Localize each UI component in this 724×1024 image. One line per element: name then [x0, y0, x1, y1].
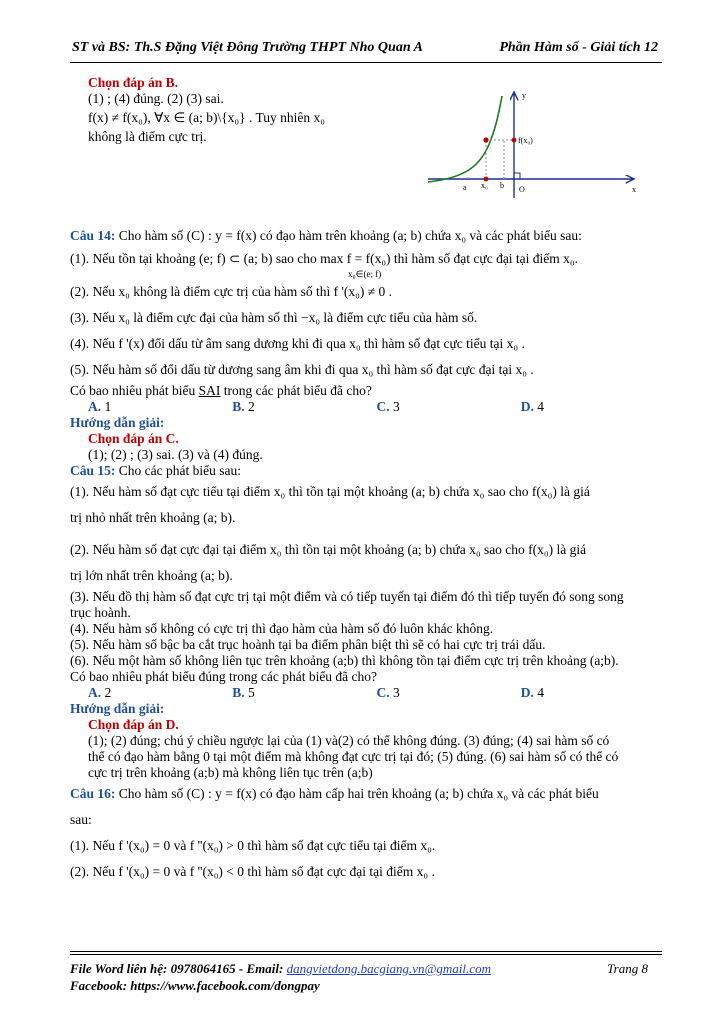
- cubic-graph: [418, 82, 654, 200]
- q16-s1: (1). Nếu f '(x₀) = 0 và f ''(x₀) > 0 thì hàm số đạt cực tiểu tại điểm x₀.: [70, 838, 436, 853]
- q15-s1b: trị nhỏ nhất trên khoảng (a; b).: [70, 510, 236, 525]
- q14-stem-line: [70, 223, 665, 249]
- header-left: ST và BS: Th.S Đặng Việt Đông Trường THPT Nho Quan A: [72, 40, 423, 55]
- q15-option-a[interactable]: A. 2: [88, 685, 112, 700]
- label-o: O: [519, 185, 525, 194]
- q14-guide: Hướng dẫn giải:: [70, 415, 165, 430]
- point-fx0: [512, 138, 517, 143]
- q14-label: Câu 14:: [70, 228, 116, 243]
- q14-option-b[interactable]: B. 2: [232, 399, 255, 414]
- label-b: b: [500, 181, 504, 190]
- q15-option-c[interactable]: C. 3: [376, 685, 400, 700]
- q16-stem-line: [70, 781, 665, 807]
- label-y: y: [522, 91, 526, 100]
- q14-stem: Cho hàm số (C) : y = f(x) có đạo hàm trên khoảng (a; b) chứa x₀ và các phát biểu sau:: [115, 228, 582, 243]
- footer-rule-1: [70, 951, 662, 952]
- q15-s6: (6). Nếu một hàm số không liên tục trên khoảng (a;b) thì không tồn tại điểm cực trị trên khoảng (a;b).: [70, 653, 619, 668]
- q14-question: [70, 383, 665, 399]
- q14-option-c[interactable]: C. 3: [376, 399, 400, 414]
- q15-s3a: (3). Nếu đồ thị hàm số đạt cực trị tại một điểm và có tiếp tuyến tại điểm đó thì tiếp tuyến đó song song: [70, 589, 624, 604]
- q15-question: Có bao nhiêu phát biểu đúng trong các phát biểu đã cho?: [70, 669, 378, 684]
- footer-contact-text: File Word liên hệ: 0978064165 - Email:: [70, 961, 287, 976]
- q15-stem: Cho các phát biểu sau:: [115, 463, 241, 478]
- q14-option-a[interactable]: A. 1: [88, 399, 112, 414]
- q16-s2: (2). Nếu f '(x₀) = 0 và f ''(x₀) < 0 thì hàm số đạt cực đại tại điểm x₀ .: [70, 864, 435, 879]
- q16-stem-2: sau:: [70, 812, 92, 827]
- footer-facebook: Facebook: https://www.facebook.com/dongpay: [70, 978, 320, 993]
- right-angle-mark: [514, 173, 520, 179]
- header-right: Phần Hàm số - Giải tích 12: [499, 40, 658, 55]
- header-rule: [70, 62, 662, 63]
- q16-stem: Cho hàm số (C) : y = f(x) có đạo hàm cấp hai trên khoảng (a; b) chứa x₀ và các phát biểu: [115, 786, 599, 801]
- page-footer: [70, 960, 662, 994]
- q15-option-d[interactable]: D. 4: [520, 685, 544, 700]
- q15-solution-1: (1); (2) đúng; chú ý chiều ngược lại của (1) và(2) có thể không đúng. (3) đúng; (4) sai hàm số có: [88, 733, 610, 748]
- q14-s3: (3). Nếu x₀ là điểm cực đại của hàm số thì −x₀ là điểm cực tiểu của hàm số.: [70, 310, 478, 325]
- q16-label: Câu 16:: [70, 786, 116, 801]
- function-curve: [428, 96, 502, 182]
- q14-s1: (1). Nếu tồn tại khoảng (e; f) ⊂ (a; b) sao cho max f = f(x₀) thì hàm số đạt cực đại tại điểm x₀.: [70, 251, 579, 266]
- q15-stem-line: [70, 463, 665, 479]
- q15-s4: (4). Nếu hàm số không có cực trị thì đạo hàm của hàm số đó luôn khác không.: [70, 621, 494, 636]
- q15-solution-2: thể có đạo hàm bằng 0 tại một điểm mà không đạt cực trị tại đó; (5) đúng. (6) sai hàm số có thể có: [88, 749, 619, 764]
- page-number: Trang 8: [607, 961, 648, 976]
- q14-s4: (4). Nếu f '(x) đổi dấu từ âm sang dương khi đi qua x₀ thì hàm số đạt cực tiểu tại x₀ .: [70, 336, 525, 351]
- intro-line3: không là điểm cực trị.: [88, 129, 207, 144]
- label-x0: x₀: [481, 181, 488, 190]
- footer-rule-2: [70, 954, 662, 955]
- footer-email-link[interactable]: dangvietdong.bacgiang.vn@gmail.com: [286, 961, 491, 976]
- q15-label: Câu 15:: [70, 463, 116, 478]
- point-x0-fx0: [483, 137, 488, 142]
- q14-options: [70, 399, 665, 415]
- q15-s1a: (1). Nếu hàm số đạt cực tiểu tại điểm x₀ thì tồn tại một khoảng (a; b) chứa x₀ sao cho f(x₀) là giá: [70, 484, 590, 499]
- q14-solution: (1); (2) ; (3) sai. (3) và (4) đúng.: [88, 447, 263, 462]
- page-header: [72, 40, 658, 56]
- q14-s2: (2). Nếu x₀ không là điểm cực trị của hàm số thì f '(x₀) ≠ 0 .: [70, 284, 392, 299]
- q14-answer: Chọn đáp án C.: [88, 431, 179, 446]
- intro-line2: f(x) ≠ f(x₀), ∀x ∈ (a; b)\{x₀} . Tuy nhiên x₀: [88, 110, 325, 125]
- q15-s5: (5). Nếu hàm số bậc ba cắt trục hoành tại ba điểm phân biệt thì sẽ có hai cực trị trái dấu.: [70, 637, 546, 652]
- q14-ask-pre: Có bao nhiêu phát biểu: [70, 383, 199, 398]
- q15-guide: Hướng dẫn giải:: [70, 701, 165, 716]
- q14-ask-post: trong các phát biểu đã cho?: [220, 383, 372, 398]
- q14-s1-sub: x₀∈(e; f): [348, 269, 382, 279]
- label-a: a: [463, 183, 467, 192]
- footer-contact: [70, 960, 662, 977]
- q15-s2a: (2). Nếu hàm số đạt cực đại tại điểm x₀ thì tồn tại một khoảng (a; b) chứa x₀ sao cho f(x₀) là giá: [70, 542, 587, 557]
- q15-options: [70, 685, 665, 701]
- q15-solution-3: cực trị trên khoảng (a;b) mà không liên tục trên (a;b): [88, 765, 373, 780]
- q15-option-b[interactable]: B. 5: [232, 685, 255, 700]
- q15-answer: Chọn đáp án D.: [88, 717, 179, 732]
- q14-s5: (5). Nếu hàm số đổi dấu từ dương sang âm khi đi qua x₀ thì hàm số đạt cực đại tại x₀ .: [70, 362, 534, 377]
- intro-line1: (1) ; (4) đúng. (2) (3) sai.: [88, 91, 224, 106]
- q15-s2b: trị lớn nhất trên khoảng (a; b).: [70, 568, 233, 583]
- label-fx0: f(x₀): [518, 136, 533, 145]
- q14-ask-sai: SAI: [198, 383, 221, 398]
- label-x: x: [632, 185, 636, 194]
- intro-answer: Chọn đáp án B.: [88, 75, 179, 90]
- q14-option-d[interactable]: D. 4: [520, 399, 544, 414]
- q15-s3b: trục hoành.: [70, 605, 131, 620]
